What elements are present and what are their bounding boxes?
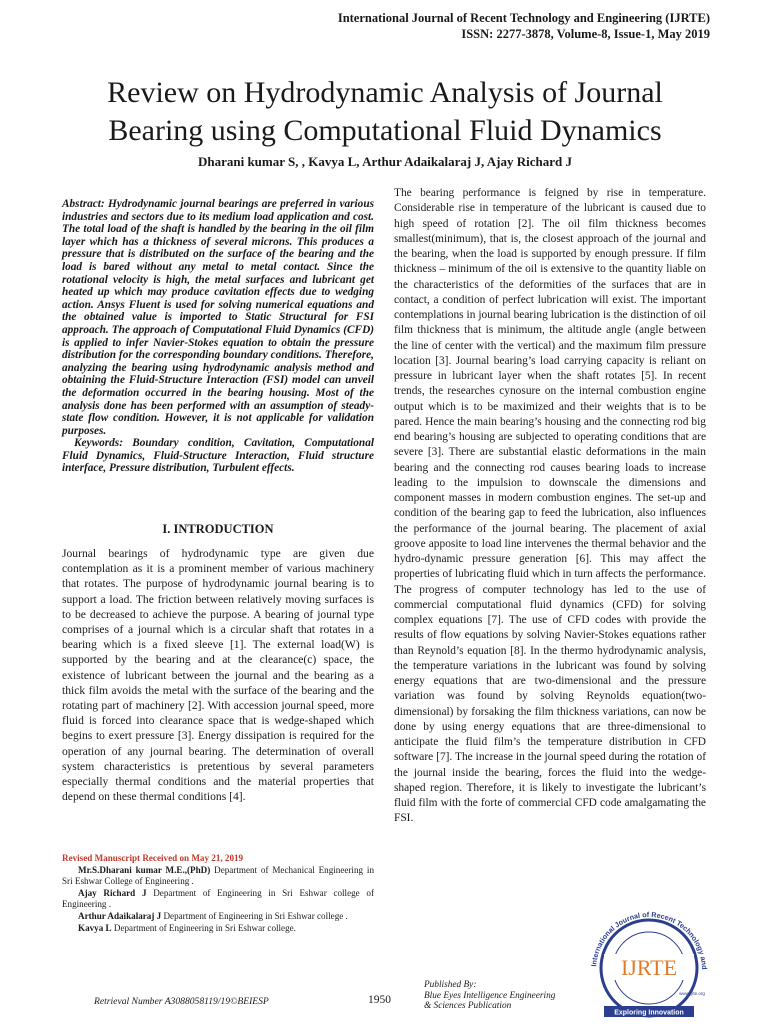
ijrte-logo (574, 908, 724, 1020)
retrieval-number: Retrieval Number A3088058119/19©BEIESP (94, 996, 269, 1007)
publisher-line-1: Blue Eyes Intelligence Engineering (424, 990, 556, 1001)
introduction-paragraph: Journal bearings of hydrodynamic type are given due contemplation as it is a prominent member of various machinery that rotates. The purpose of hydrodynamic journal bearing is to support a load. The friction between relatively moving surfaces is to be decreased to achieve the purpose. A bearing of journal type comprises of a journal which is a circular shaft that rotates in a bearing which is a fixed sleeve [1]. The external load(W) is supported by the bearing and at the clearance(c) space, the existence of lubricant between the journal and the bearing as a thick film avoids the metal with the surface of the bearing and the rotating part of machinery [2]. With accession journal speed, more fluid is forced into clearance space that is wedge-shaped which begins to exert pressure [3]. Energy dissipation is required for the operation of any journal bearing. The determination of overall system characteristics is pretentious by several parameters especially thermal conditions and the material properties that depend on these thermal conditions [4]. (62, 547, 374, 804)
keywords-text: Keywords: Boundary condition, Cavitation, Computational Fluid Dynamics, Fluid-Structure Interaction, Fluid structure interface, Pressure distribution, Turbulent effects. (62, 437, 374, 475)
ijrte-seal-icon (574, 908, 724, 1020)
author-list: Dharani kumar S, , Kavya L, Arthur Adaikalaraj J, Ajay Richard J (197, 154, 573, 169)
issn-line: ISSN: 2277-3878, Volume-8, Issue-1, May 2019 (461, 27, 710, 41)
logo-tagline: Exploring Innovation (614, 1009, 684, 1017)
journal-header (338, 10, 710, 42)
affiliation-4-name: Kavya L (78, 922, 112, 933)
right-column-paragraph: The bearing performance is feigned by rise in temperature. Considerable rise in temperature of the lubricant is caused due to high speed of rotation [2]. The oil film thickness becomes smallest(minimum), that is, the closest approach of the journal and the bearing, when the load is supported by enough pressure. If film thickness – minimum of the oil is extensive to the quantity liable on the characteristics of the deformities of the surfaces that are in contact, a condition of perfect lubrication will exist. The important contemplations in journal bearing lubrication is the distinction of oil film thickness that is minimum, the altitude angle (angle between the line of center with the vertical) and the maximum film pressure location [3]. Journal bearing’s load carrying capacity is reliant on pressure in lubricant layer when the shaft rotates [5]. In recent trends, the researches cynosure on the internal combustion engine output which is to be maximized and their weights that is to be pared. Hence the main bearing’s housing and the connecting rod big end bearing’s housing are subjected to operating conditions that are severe [3]. There are substantial elastic deformations in the main bearing and the connecting rod causes bearing loads to increase leading to the impulsion to downscale the dimensions and component masses in modern combustion engines. The set-up and condition of the bearing gap to feed the lubrication, also influences the performance of the journal bearing. The placement of axial groove apposite to load line intervenes the thermal behavior and the hydro-dynamic pressure generation [6]. This may affect the properties of lubricating fluid which in turn affects the performance. The progress of computer technology has led to the use of commercial computational fluid dynamics (CFD) for solving complex equations [7]. The use of CFD codes with provide the results of flow equations by solving Navier-Stokes equations rather than Reynold’s equation [8]. In the thermo hydrodynamic analysis, the temperature variations in the lubricant was found by solving energy equations that are two-dimensional and the pressure variation was found by solving Reynolds equation(two-dimensional) by forsaking the film thickness variations, can now be done by using energy equations that are three-dimensional to anticipate the fluid film’s the temperature distribution in CFD software [7]. The increase in the journal speed during the rotation of the journal inside the bearing, forces the fluid into the wedge-shaped region. Therefore, it is likely to investigate the lubricant’s fluid film with the forte of commercial CFD code amalgamating the FSI. (394, 187, 706, 825)
published-by-label: Published By: (424, 980, 477, 990)
affiliation-3-name: Arthur Adaikalaraj J (78, 910, 162, 921)
title-line-2: Bearing using Computational Fluid Dynamics (108, 114, 662, 147)
affiliation-2-name: Ajay Richard J (78, 887, 147, 898)
affiliation-3 (62, 911, 374, 923)
publisher-info (424, 980, 555, 1012)
revised-note: Revised Manuscript Received on May 21, 2019 (62, 853, 244, 863)
affiliations-block (62, 853, 374, 934)
title-line-1: Review on Hydrodynamic Analysis of Journal (107, 76, 663, 109)
section-heading-introduction: I. INTRODUCTION (162, 522, 274, 536)
abstract-block (62, 198, 374, 475)
page-number: 1950 (368, 994, 391, 1006)
affiliation-2-text: Department of Engineering in Sri Eshwar college of Engineering . (62, 887, 374, 910)
affiliation-4 (62, 923, 374, 935)
affiliation-1-name: Mr.S.Dharani kumar M.E.,(PhD) (78, 864, 211, 875)
introduction-body (62, 546, 374, 804)
affiliation-1-text: Department of Mechanical Engineering in Sri Eshwar College of Engineering . (62, 864, 374, 887)
logo-url: www.ijrte.org (679, 991, 705, 996)
affiliation-3-text: Department of Engineering in Sri Eshwar college . (161, 910, 348, 921)
journal-name: International Journal of Recent Technology and Engineering (IJRTE) (337, 11, 710, 25)
publisher-line-2: & Sciences Publication (424, 1001, 512, 1012)
logo-arc-text: International Journal of Recent Technology and (589, 909, 710, 970)
affiliation-1 (62, 865, 374, 888)
logo-center-text: IJRTE (620, 955, 678, 980)
right-column-body (394, 186, 706, 827)
affiliation-2 (62, 888, 374, 911)
affiliation-4-text: Department of Engineering in Sri Eshwar college. (111, 922, 296, 933)
paper-title (40, 74, 730, 150)
abstract-text: Abstract: Hydrodynamic journal bearings are preferred in various industries and sectors due to its medium load application and cost. The total load of the shaft is handled by the bearing in the oil film layer which has a thickness of several microns. This produces a pressure that is distributed on the surface of the bearing and the load is bared without any metal to metal contact. Since the rotational velocity is high, the metal surfaces and lubricant get heated up which may produce cavitation effects due to wedging action. Ansys Fluent is used for solving numerical equations and the obtained value is imported to Static Structural for FSI approach. The approach of Computational Fluid Dynamics (CFD) is applied to infer Navier-Stokes equation to obtain the pressure distribution for the corresponding boundary conditions. Therefore, analyzing the bearing using hydrodynamic analysis method and obtaining the Fluid-Structure Interaction (FSI) model can unveil the deformation occurred in the bearing housing. Most of the analysis done has been performed with an assumption of steady-state flow condition. However, it is not applicable for validation purposes. (62, 198, 374, 437)
